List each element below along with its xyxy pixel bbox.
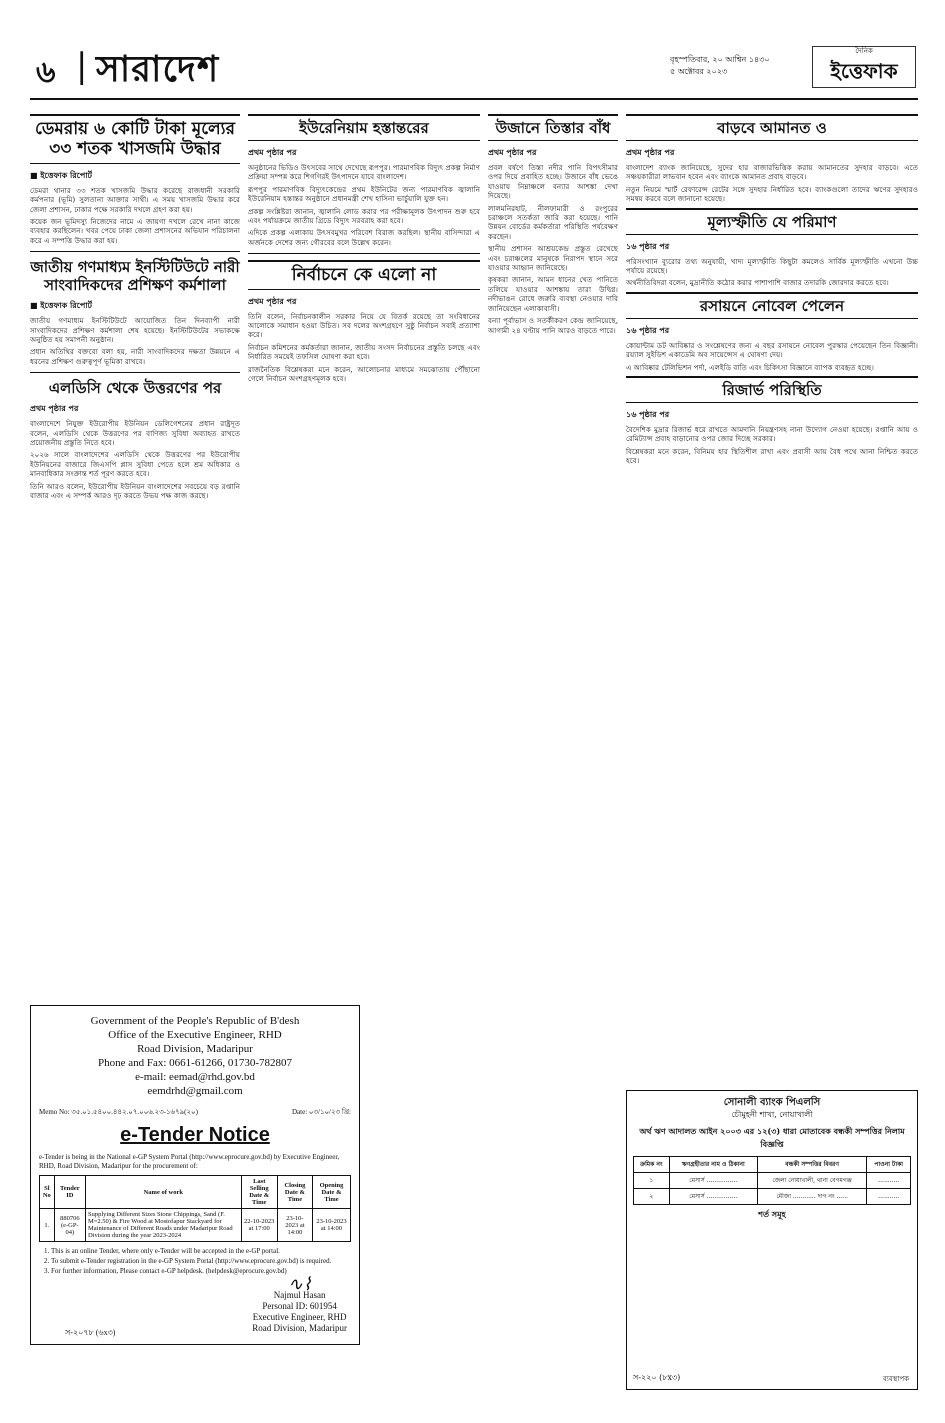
column-4 [626,110,918,469]
masthead [30,40,918,100]
story-headline: জাতীয় গণমাধ্যম ইনস্টিটিউটে নারী সাংবাদিকদের প্রশিক্ষণ কর্মশালা [30,258,240,295]
story-paragraph: প্রবল বর্ষণে তিস্তা নদীর পানি বিপৎসীমার ওপর দিয়ে প্রবাহিত হচ্ছে। উজানে বাঁধ ভেঙে যাওয়ায় নিম্নাঞ্চলে বন্যার আশঙ্কা দেখা দিয়েছে। [488,163,618,201]
story-paragraph: তিনি আরও বলেন, ইউরোপীয় ইউনিয়ন বাংলাদেশের সবচেয়ে বড় রপ্তানি বাজার এবং এ সম্পর্ক আরও দৃঢ় করতে উভয় পক্ষ কাজ করছে। [30,481,240,501]
handwritten-signature: ∿⌇ [287,1274,312,1295]
tender-letterhead [39,1014,351,1098]
table-cell: ........... [867,1189,911,1205]
table-cell: মেসার্স ................ [669,1173,757,1189]
tender-table [39,1175,351,1242]
divider [248,253,480,254]
story-paragraph: ডেমরা থানার ৩৩ শতক খাসজমি উদ্ধার করেছে রাজধানী সরকারি কর্মপনার (ভূমি) সুলতানা আক্তার সাথী। এ সময় খাসজমি উদ্ধার করে জেলা প্রশাসন, ঢাকার পক্ষে সরকারি দখলে গ্রহণ করা হয়। [30,185,240,214]
tender-office-line: Office of the Executive Engineer, RHD [108,1029,282,1041]
divider [30,372,240,373]
column-3 [488,110,618,338]
story-headline: ইউরেনিয়াম হস্তান্তরের [248,114,480,141]
story-kicker: প্রথম পৃষ্ঠার পর [488,147,537,157]
tender-notes [51,1246,351,1276]
story-paragraph: অনুষ্ঠানের ভিডিও উৎসবের সাথে দেখেছে রূপপুর। পারমাণবিক বিদ্যুৎ প্রকল্প নির্মাণ প্রক্রিয়া সম্পন্ন করে শিগগিরই উৎপাদনে যাবে বাংলাদেশ। [248,163,480,182]
story-paragraph: নির্বাচন কমিশনের কর্মকর্তারা জানান, জাতীয় সংসদ নির্বাচনের প্রস্তুতি চলছে এবং নির্ধারিত সময়েই তফসিল ঘোষণা করা হবে। [248,342,480,362]
story-paragraph: বৈদেশিক মুদ্রার রিজার্ভ ধরে রাখতে আমদানি নিয়ন্ত্রণসহ নানা উদ্যোগ নেওয়া হয়েছে। রপ্তানি আয় ও রেমিট্যান্স প্রবাহ বাড়ানোর ওপর জোর দিচ্ছে সরকার। [626,425,918,444]
story-paragraph: কৃষকরা জানান, আমন ধানের খেত পানিতে তলিয়ে যাওয়ার আশঙ্কায় তারা উদ্বিগ্ন। নদীভাঙন রোধে জরুরি ব্যবস্থা নেওয়ার দাবি জানিয়েছেন এলাকাবাসী। [488,275,618,313]
signatory-id: Personal ID: 601954 [262,1301,337,1311]
table-cell: Supplying Different Sizes Stone Chippings, Sand (F. M=2.50) & Fire Wood at Mostofapur Stackyard for Maintenance of Different Roads under Madaripur Road Division during the year 2023-2024 [85,1209,241,1242]
story-paragraph: ২০২৬ সালে বাংলাদেশের এলডিসি থেকে উত্তরণের পর ইউরোপীয় ইউনিয়নের বাজারে জিএসপি প্লাস সুবিধা পেতে হলে শ্রম অধিকার ও মানবাধিকার সংক্রান্ত শর্ত পূরণ করতে হবে। [30,450,240,479]
story-paragraph: জাতীয় গণমাধ্যম ইনস্টিটিউটে আয়োজিত তিন দিনব্যাপী নারী সাংবাদিকদের প্রশিক্ষণ কর্মশালা শেষ হয়েছে। ইনস্টিটিউটের সভাকক্ষে অনুষ্ঠিত হয় সমাপনী অনুষ্ঠান। [30,316,240,345]
story-headline: উজানে তিস্তার বাঁধ [488,114,618,141]
story-paragraph: অর্থনীতিবিদরা বলেন, মুদ্রানীতি কঠোর করার পাশাপাশি বাজার তদারকি জোরদার করতে হবে। [626,278,889,288]
story-paragraph: রাজনৈতিক বিশ্লেষকরা মনে করেন, আলোচনার মাধ্যমে সমঝোতায় পৌঁছানো গেলে নির্বাচন অংশগ্রহণমূলক হবে। [248,364,480,384]
story-headline: মূল্যস্ফীতি যে পরিমাণ [626,208,918,235]
bank-auction-table [633,1156,911,1205]
bank-name: সোনালী ব্যাংক পিএলসি [723,1097,821,1108]
tender-email-line: e-mail: eemad@rhd.gov.bd [135,1071,255,1083]
story-kicker: প্রথম পৃষ্ঠার পর [626,147,675,157]
story-paragraph: প্রধান অতিথির বক্তব্যে বলা হয়, নারী সাংবাদিকদের দক্ষতা উন্নয়নে এ ধরনের প্রশিক্ষণ গুরুত্বপূর্ণ ভূমিকা রাখবে। [30,347,240,366]
tender-note: 2. To submit e-Tender registration in the e-GP System Portal (http://www.eprocure.gov.bd) is required. [51,1256,351,1266]
table-cell: 22-10-2023 at 17:00 [241,1209,277,1242]
tender-note: 3. For further information, Please contact e-GP helpdesk. (helpdesk@eprocure.gov.bd) [51,1266,351,1276]
story-headline: ডেমরায় ৬ কোটি টাকা মূল্যের ৩৩ শতক খাসজমি উদ্ধার [30,114,240,164]
table-row [634,1189,911,1205]
table-cell: 1. [40,1209,55,1242]
table-header-cell: Opening Date & Time [312,1176,350,1209]
logo-small-text: দৈনিক [855,46,873,55]
bank-terms-title: শর্ত সমূহ [758,1209,786,1219]
bank-signatory: ব্যবস্থাপক [882,1375,909,1383]
tender-email-alt-line: eemdrhd@gmail.com [147,1085,243,1097]
table-row [40,1209,351,1242]
ad-code: স-২২০ (৮x৩) [633,1373,681,1382]
tender-memo-row [39,1106,351,1118]
signatory-title: Executive Engineer, RHD [252,1312,347,1322]
story-paragraph: এদিকে প্রকল্প এলাকায় উৎসবমুখর পরিবেশ বিরাজ করছিল। স্থানীয় বাসিন্দারা এ অর্জনকে দেশের জন্য গৌরবের বলে উল্লেখ করেন। [248,228,480,247]
tender-memo-number: Memo No: ৩৫.০১.৫৪০০.৪৪২.০৭.০০৬.২৩-১৬৭৯(২০) [39,1108,198,1116]
table-header-cell: Tender ID [54,1176,85,1209]
tender-division-line: Road Division, Madaripur [137,1043,253,1055]
table-header-row [634,1157,911,1173]
story-paragraph: এ আবিষ্কার টেলিভিশন পর্দা, এলইডি বাতি এবং চিকিৎসা বিজ্ঞানে ব্যাপক ব্যবহৃত হচ্ছে। [626,362,874,372]
story-paragraph: পরিসংখ্যান ব্যুরোর তথ্য অনুযায়ী, খাদ্য মূল্যস্ফীতি কিছুটা কমলেও সার্বিক মূল্যস্ফীতি এখনো উচ্চ পর্যায়ে রয়েছে। [626,256,918,276]
tender-phone-line: Phone and Fax: 0661-61266, 01730-782807 [97,1057,292,1069]
story-headline: নির্বাচনে কে এলো না [248,260,480,289]
table-header-cell: বন্ধকী সম্পত্তির বিবরণ [757,1157,867,1173]
story-paragraph: প্রকল্প সংশ্লিষ্টরা জানান, জ্বালানি লোড করার পর পরীক্ষামূলক উৎপাদন শুরু হবে এবং পর্যায়ক্রমে জাতীয় গ্রিডে বিদ্যুৎ সরবরাহ করা হবে। [248,206,480,226]
story-paragraph: নতুন নিয়মে স্মার্ট রেফারেন্স রেটের সঙ্গে সুদহার নির্ধারিত হবে। ব্যাংকগুলো তাদের ঋণের সুদহারও সমন্বয় করবে বলে জানানো হয়েছে। [626,184,918,204]
table-cell: 880706 (e-GP-04) [54,1209,85,1242]
story-paragraph: বন্যা পূর্বাভাস ও সতর্কীকরণ কেন্দ্র জানিয়েছে, আগামী ২৪ ঘণ্টায় পানি আরও বাড়তে পারে। [488,316,618,335]
table-header-cell: Closing Date & Time [277,1176,312,1209]
table-cell: 23-10-2023 at 14:00 [277,1209,312,1242]
table-cell: 23-10-2023 at 14:00 [312,1209,350,1242]
story-byline: ■ ইত্তেফাক রিপোর্ট [30,300,93,311]
table-cell: মৌজা ............ দাগ নং ...... [757,1189,867,1205]
story-paragraph: রূপপুর পারমাণবিক বিদ্যুৎকেন্দ্রের প্রথম ইউনিটের জন্য পারমাণবিক জ্বালানি ইউরেনিয়াম হস্তান্তর অনুষ্ঠানে প্রধানমন্ত্রী শেখ হাসিনা ভার্চুয়ালি যুক্ত হন। [248,184,480,204]
story-paragraph: তিনি বলেন, নির্বাচনকালীন সরকার নিয়ে যে বিতর্ক রয়েছে তা সংবিধানের আলোকে সমাধান হওয়া উচিত। সব দলের অংশগ্রহণে সুষ্ঠু নির্বাচন সবাই প্রত্যাশা করে। [248,311,480,340]
table-cell: ১ [634,1173,670,1189]
bank-notice-title: অর্থ ঋণ আদালত আইন ২০০৩ এর ১২(৩) ধারা মোতাবেক বন্ধকী সম্পত্তির নিলাম বিজ্ঞপ্তি [639,1126,905,1149]
table-cell: মেসার্স ................ [669,1189,757,1205]
table-header-cell: Sl No [40,1176,55,1209]
table-header-cell: পাওনা টাকা [867,1157,911,1173]
dateline-english: ৫ অক্টোবর ২০২৩ [670,67,728,76]
tender-description: e-Tender is being in the National e-GP System Portal (http://www.eprocure.gov.bd) by Executive Engineer, RHD, Road Division, Madaripur for the procurement of: [39,1153,340,1170]
table-header-cell: ক্রমিক নং [634,1157,670,1173]
ad-code: স-২০৭৮ (৬x৩) [65,1328,116,1337]
story-paragraph: কয়েক জন ভূমিদস্যু নিজেদের নামে এ জায়গা দখলে রেখে নানা কাজে ব্যবহার করছিলেন। খবর পেয়ে ঢাকা জেলা প্রশাসনের অভিযান পরিচালনা করে এ সম্পত্তি উদ্ধার করা হয়। [30,217,240,245]
table-header-cell: Last Selling Date & Time [241,1176,277,1209]
story-paragraph: লালমনিরহাট, নীলফামারী ও রংপুরের চরাঞ্চলে সতর্কতা জারি করা হয়েছে। পানি উন্নয়ন বোর্ডের কর্মকর্তারা পরিস্থিতি পর্যবেক্ষণ করছেন। [488,203,618,241]
table-header-row [40,1176,351,1209]
section-title: সারাদেশ [96,48,220,90]
tender-title: e-Tender Notice [120,1124,270,1146]
tender-govt-line: Government of the People's Republic of B'desh [90,1015,300,1027]
dateline [670,54,800,78]
story-headline: রিজার্ভ পরিস্থিতি [626,376,918,403]
signatory-division: Road Division, Madaripur [252,1323,347,1333]
e-tender-advertisement [30,1005,360,1345]
table-header-cell: Name of work [85,1176,241,1209]
page-number: ৬ [36,55,56,90]
bank-auction-advertisement [626,1090,918,1390]
masthead-separator: | [76,46,88,86]
story-paragraph: কোয়ান্টাম ডট আবিষ্কার ও সংশ্লেষণের জন্য এ বছর রসায়নে নোবেল পুরস্কার পেয়েছেন তিন বিজ্ঞানী। রয়্যাল সুইডিশ একাডেমি অব সায়েন্সেস এ ঘোষণা দেয়। [626,340,918,360]
tender-date: Date: ০৩/১০/২৩ খ্রি: [291,1108,351,1116]
divider [30,251,240,252]
table-row [634,1173,911,1189]
story-paragraph: বাংলাদেশ ব্যাংক জানিয়েছে, সুদের হার বাজারভিত্তিক করায় আমানতের সুদহার বাড়বে। এতে সঞ্চয়কারীরা লাভবান হবেন এবং ব্যাংকে আমানত প্রবাহ বাড়বে। [626,163,918,182]
logo-name: ইত্তেফাক [830,58,898,83]
story-kicker: প্রথম পৃষ্ঠার পর [30,403,79,414]
column-2 [248,110,480,386]
story-paragraph: বাংলাদেশে নিযুক্ত ইউরোপীয় ইউনিয়ন ডেলিগেশনের প্রধান রাষ্ট্রদূত বলেন, এলডিসি থেকে উত্তরণের পর বাণিজ্য সুবিধা অব্যাহত রাখতে প্রয়োজনীয় প্রস্তুতি নিতে হবে। [30,419,240,448]
story-headline: রসায়নে নোবেল পেলেন [626,292,918,319]
story-kicker: ১৬ পৃষ্ঠার পর [626,409,670,420]
story-headline: এলডিসি থেকে উত্তরণের পর [48,379,222,398]
table-cell: জেলা নোয়াখালী, থানা বেগমগঞ্জ [757,1173,867,1189]
column-1 [30,110,240,504]
tender-note: 1. This is an online Tender, where only e-Tender will be accepted in the e-GP portal. [51,1246,351,1256]
table-cell: ২ [634,1189,670,1205]
table-header-cell: ঋণগ্রহীতার নাম ও ঠিকানা [669,1157,757,1173]
story-kicker: প্রথম পৃষ্ঠার পর [248,295,297,306]
story-kicker: ১৬ পৃষ্ঠার পর [626,240,670,251]
story-kicker: প্রথম পৃষ্ঠার পর [248,147,297,157]
bank-branch: চৌমুহনী শাখা, নোয়াখালী [731,1110,813,1119]
signatory-name: Najmul Hasan [273,1290,326,1300]
story-paragraph: স্থানীয় প্রশাসন আশ্রয়কেন্দ্র প্রস্তুত রেখেছে এবং চরাঞ্চলের মানুষকে নিরাপদ স্থানে সরে যাওয়ার আহ্বান জানিয়েছে। [488,244,618,273]
story-byline: ■ ইত্তেফাক রিপোর্ট [30,169,93,180]
story-paragraph: বিশ্লেষকরা মনে করেন, বিনিময় হার স্থিতিশীল রাখা এবং প্রবাসী আয় বৈধ পথে আনা নিশ্চিত করতে হবে। [626,446,918,466]
story-headline: বাড়বে আমানত ও [626,114,918,141]
story-kicker: ১৬ পৃষ্ঠার পর [626,324,670,335]
tender-signature-block [252,1274,347,1334]
newspaper-logo [812,46,916,88]
table-cell: ........... [867,1173,911,1189]
dateline-bangla: বৃহস্পতিবার, ২০ আশ্বিন ১৪৩০ [670,55,770,64]
